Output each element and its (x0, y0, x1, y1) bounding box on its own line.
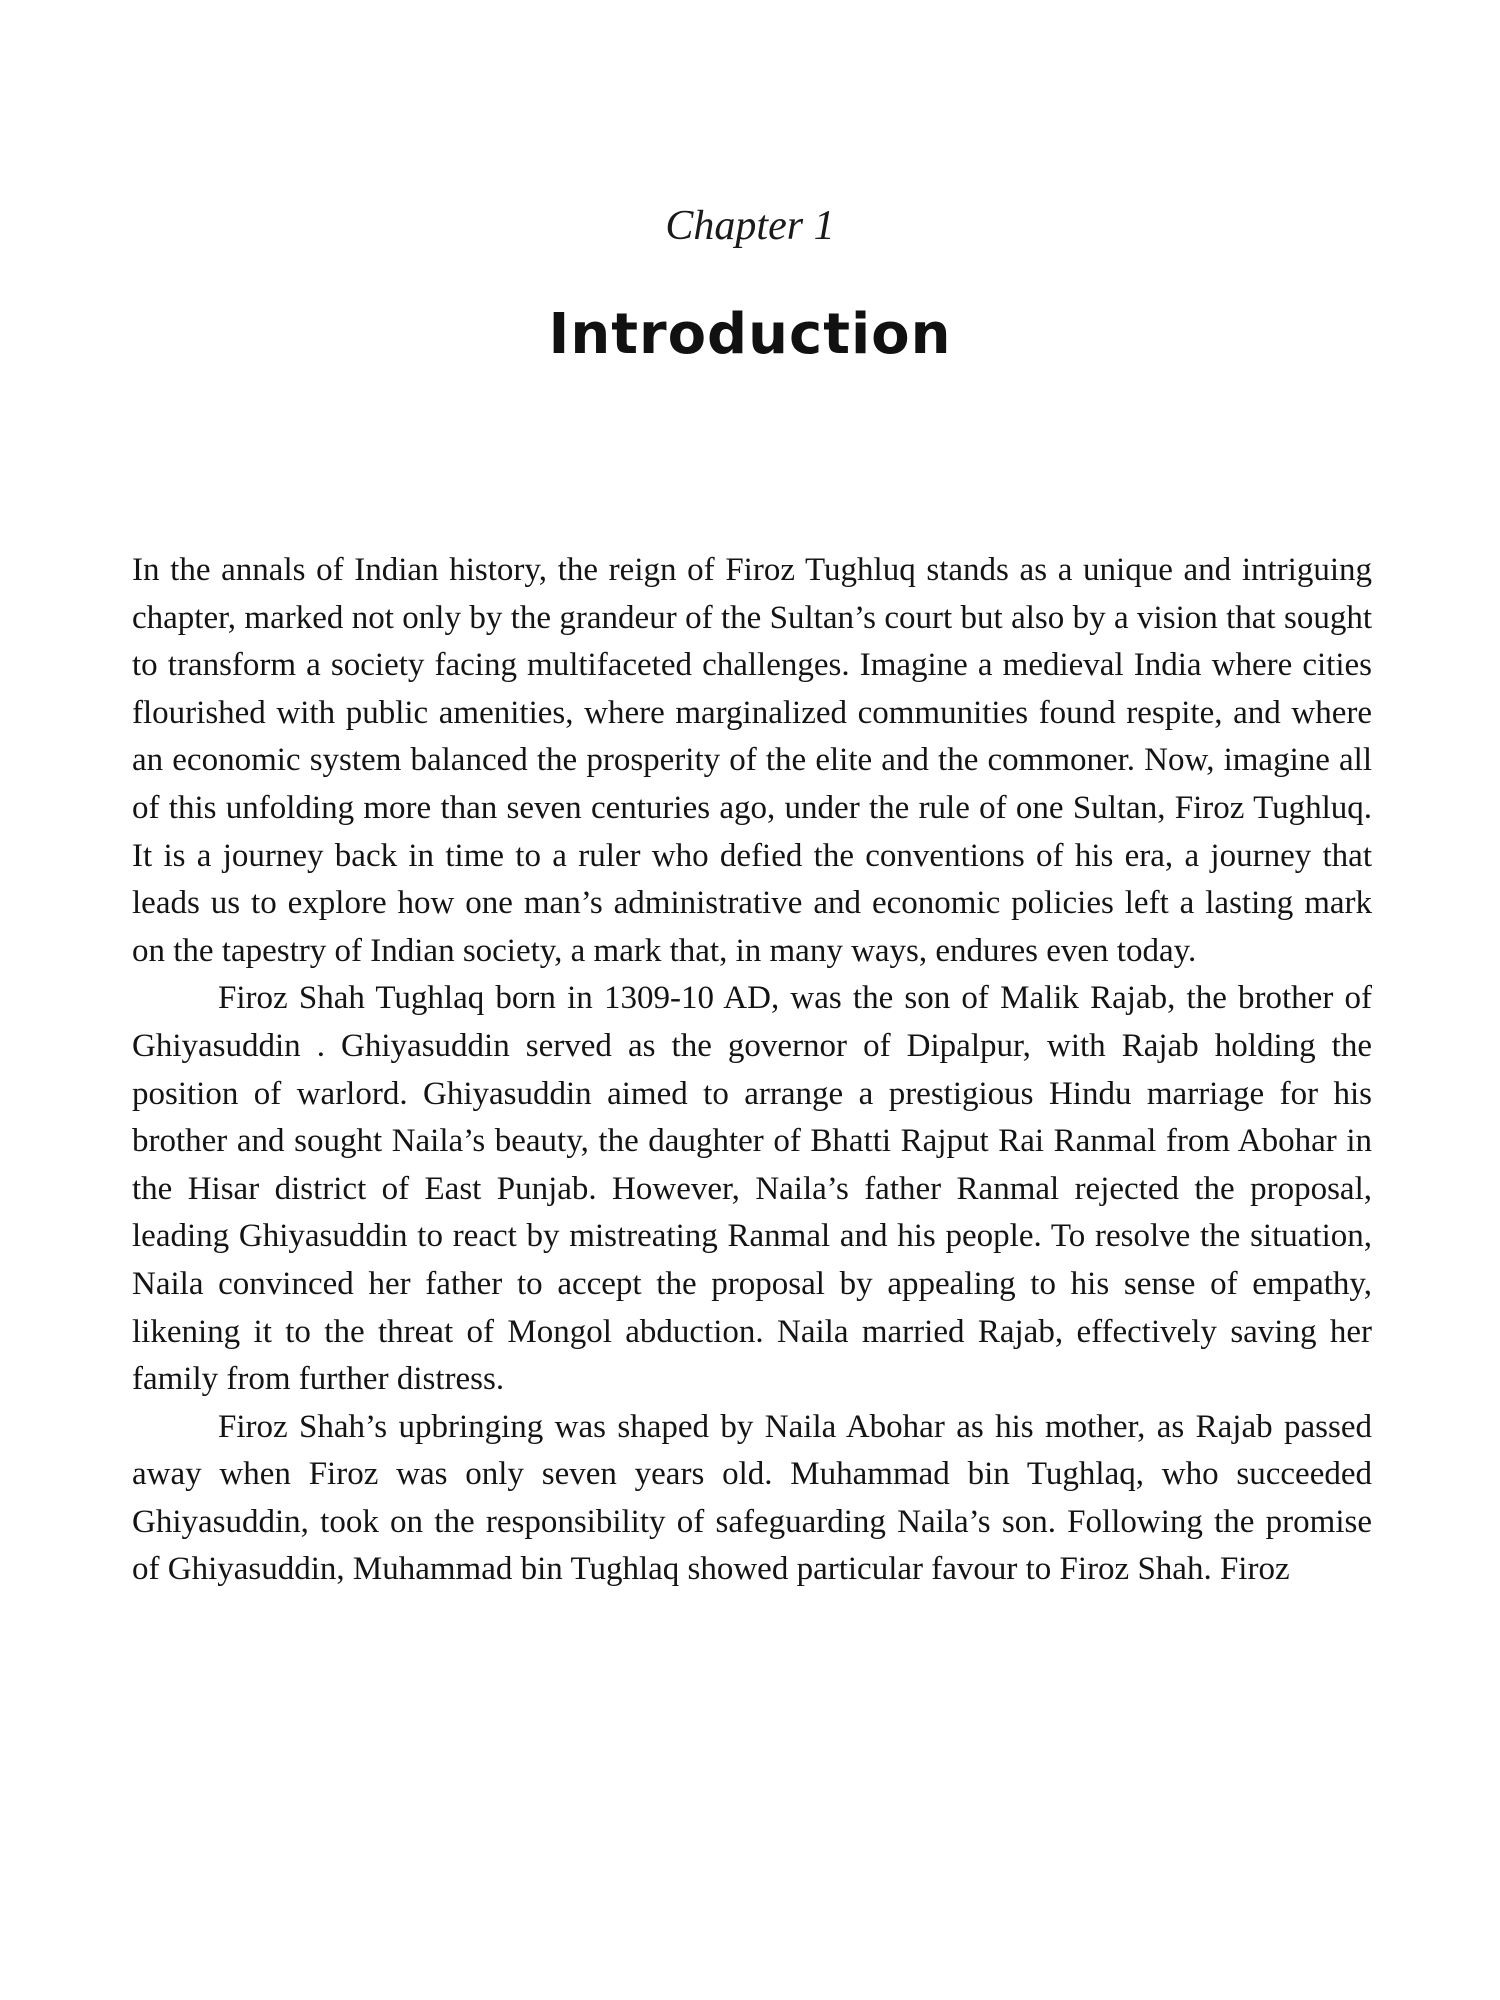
chapter-title: Introduction (548, 302, 952, 367)
paragraph-upbringing: Firoz Shah’s upbringing was shaped by Naila Abohar as his mother, as Rajab passed away when Firoz was only seven years old. Muhammad bin Tughlaq, who succeeded Ghiyasuddin, took on the responsibility of safeguarding Naila’s son. Following the promise of Ghiyasuddin, Muhammad bin Tughlaq showed particular favour to Firoz Shah. Firoz (132, 1408, 1372, 1588)
chapter-body (132, 547, 1372, 1594)
paragraph-birth: Firoz Shah Tughlaq born in 1309-10 AD, was the son of Malik Rajab, the brother of Ghiyasuddin . Ghiyasuddin served as the governor of Dipalpur, with Rajab holding the position of warlord. Ghiyasuddin aimed to arrange a prestigious Hindu marriage for his brother and sought Naila’s beauty, the daughter of Bhatti Rajput Rai Ranmal from Abohar in the Hisar district of East Punjab. However, Naila’s father Ranmal rejected the proposal, leading Ghiyasuddin to react by mistreating Ranmal and his people. To resolve the situation, Naila convinced her father to accept the proposal by appealing to his sense of empathy, likening it to the threat of Mongol abduction. Naila married Rajab, effectively saving her family from further distress. (132, 980, 1372, 1398)
chapter-label: Chapter 1 (665, 203, 835, 249)
paragraph-intro: In the annals of Indian history, the reign of Firoz Tughluq stands as a unique and intriguing chapter, marked not only by the grandeur of the Sultan’s court but also by a vision that sought to transform a society facing multifaceted challenges. Imagine a medieval India where cities flourished with public amenities, where marginalized communities found respite, and where an economic system balanced the prosperity of the elite and the commoner. Now, imagine all of this unfolding more than seven centuries ago, under the rule of one Sultan, Firoz Tughluq. It is a journey back in time to a ruler who defied the conventions of his era, a journey that leads us to explore how one man’s administrative and economic policies left a lasting mark on the tapestry of Indian society, a mark that, in many ways, endures even today. (132, 552, 1372, 969)
